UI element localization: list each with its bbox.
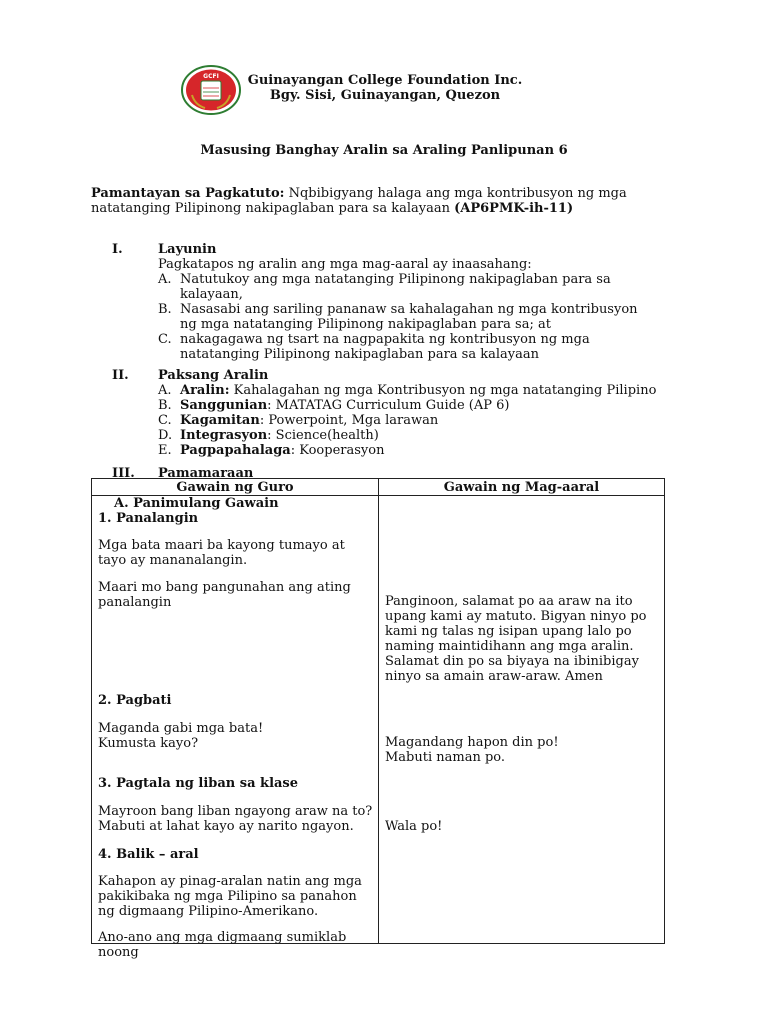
pamantayan-label: Pamantayan sa Pagkatuto: [91,186,285,201]
item-letter: B. [158,398,172,413]
section-1-number: I. [112,242,123,257]
school-header [240,73,530,103]
item-letter: A. [158,383,172,398]
section-2-number: II. [112,368,129,383]
topic-item [158,383,658,398]
step-3-teacher-text: Mayroon bang liban ngayong araw na to? Mabuti at lahat kayo ay narito ngayon. [98,804,373,834]
section-3-title: Pamamaraan [158,466,254,481]
step-4-teacher-text-2: Ano-ano ang mga digmaang sumiklab noong [98,930,347,960]
section-paksang-aralin [158,368,658,458]
objective-item [158,332,658,362]
step-4-teacher-text-1: Kahapon ay pinag-aralan natin ang mga pakikibaka ng mga Pilipino sa panahon ng digmaang Pilipino-Amerikano. [98,874,362,919]
topic-list [158,383,658,458]
step-3-student-text: Wala po! [385,819,443,834]
school-logo [181,65,241,115]
topic-item [158,443,658,458]
item-text: Natutukoy ang mga natatanging Pilipinong nakipaglaban para sa kalayaan, [180,272,611,302]
step-1-teacher-text-2: Maari mo bang pangunahan ang ating panalangin [98,580,351,610]
school-name: Guinayangan College Foundation Inc. [247,73,523,88]
item-text: : Powerpoint, Mga larawan [259,413,439,428]
item-text: : MATATAG Curriculum Guide (AP 6) [267,398,510,413]
item-label: Pagpapahalaga [180,443,291,458]
table-header-row [92,479,664,496]
section-layunin [158,242,658,362]
section-3-number: III. [112,466,135,481]
item-letter: B. [158,302,172,317]
item-label: Kagamitan [180,413,260,428]
section-1-title: Layunin [158,242,217,257]
item-label: Sanggunian [180,398,268,413]
pamantayan-code: (AP6PMK-ih-11) [454,201,574,216]
logo-text: GCFI [203,73,219,80]
step-4-title: 4. Balik – aral [98,847,199,862]
item-text: Nasasabi ang sariling pananaw sa kahalagahan ng mga kontribusyon ng mga natatanging Pilipinong nakipaglaban para sa; at [180,302,638,332]
topic-item [158,428,658,443]
objective-item [158,272,658,302]
item-text: nakagagawa ng tsart na nagpapakita ng kontribusyon ng mga natatanging Pilipinong nakipaglaban para sa kalayaan [180,332,590,362]
section-1-intro: Pagkatapos ng aralin ang mga mag-aaral ay inaasahang: [158,257,532,272]
column-divider [378,479,379,943]
step-2-title: 2. Pagbati [98,693,172,708]
document-title: Masusing Banghay Aralin sa Araling Panlipunan 6 [200,143,568,158]
item-letter: C. [158,332,172,347]
item-label: Aralin: [180,383,230,398]
item-text: Kahalagahan ng mga Kontribusyon ng mga natatanging Pilipino [229,383,657,398]
item-text: : Science(health) [267,428,379,443]
school-address: Bgy. Sisi, Guinayangan, Quezon [269,88,501,103]
pamantayan-paragraph [91,186,691,216]
step-1-title: 1. Panalangin [98,511,199,526]
section-2-title: Paksang Aralin [158,368,269,383]
item-letter: A. [158,272,172,287]
item-letter: E. [158,443,172,458]
objective-list [158,272,658,362]
part-a-title: A. Panimulang Gawain [114,496,279,511]
objective-item [158,302,658,332]
item-letter: C. [158,413,172,428]
item-letter: D. [158,428,173,443]
step-1-student-text: Panginoon, salamat po aa araw na ito upang kami ay matuto. Bigyan ninyo po kami ng talas ng isipan upang lalo po naming maintidihann ang mga aralin. Salamat din po sa biyaya na ibinibigay ninyo sa amain araw-araw. Amen [385,594,647,684]
step-2-teacher-text: Maganda gabi mga bata! Kumusta kayo? [98,721,264,751]
pamantayan-text: Nqbibigyang halaga ang mga kontribusyon ng mga natatanging Pilipinong nakipaglaban para sa kalayaan [91,186,627,216]
item-text: : Kooperasyon [290,443,385,458]
header-gawain-mag-aaral: Gawain ng Mag-aaral [443,480,600,495]
lesson-table [91,478,665,960]
step-1-teacher-text-1: Mga bata maari ba kayong tumayo at tayo ay mananalangin. [98,538,345,568]
step-2-student-text: Magandang hapon din po! Mabuti naman po. [385,735,559,765]
item-label: Integrasyon [180,428,268,443]
topic-item [158,413,658,428]
step-3-title: 3. Pagtala ng liban sa klase [98,776,299,791]
topic-item [158,398,658,413]
header-gawain-guro: Gawain ng Guro [176,480,294,495]
